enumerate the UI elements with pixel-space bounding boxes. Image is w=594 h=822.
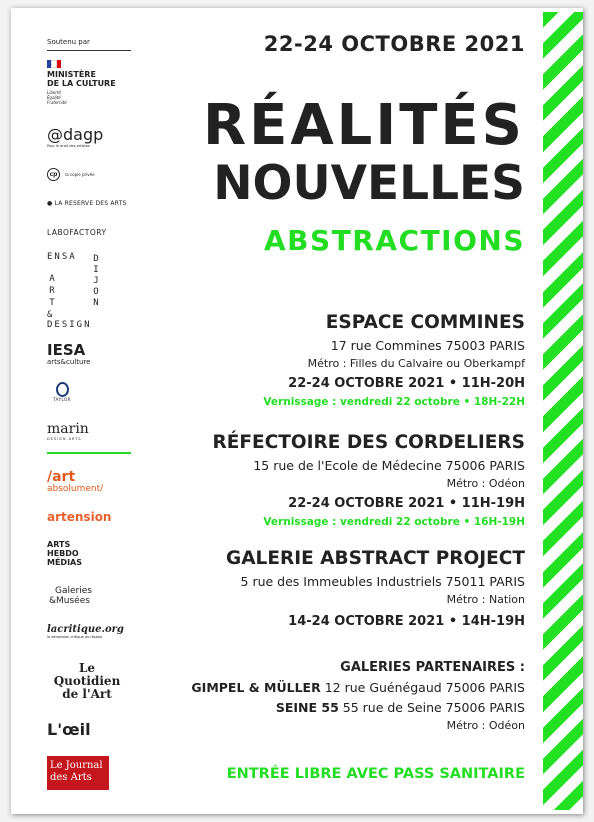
venue-dates: 22-24 OCTOBRE 2021 • 11H-20H — [288, 376, 525, 391]
event-dates: 22-24 OCTOBRE 2021 — [263, 32, 525, 56]
loeil-logo: L'œil — [47, 720, 91, 739]
art-absolument-line2: absolument/ — [47, 484, 104, 494]
venue-address: 15 rue de l'Ecole de Médecine 75006 PARIS — [253, 458, 525, 473]
french-flag-icon — [47, 60, 61, 68]
quotidien-line1: Le — [78, 661, 96, 675]
partner-gallery-name: GIMPEL & MÜLLER — [191, 680, 321, 695]
sidebar-divider — [47, 50, 131, 51]
cp-circle-icon: cp — [47, 168, 60, 181]
marin-tagline: DESIGN ARTS — [47, 437, 82, 441]
venue-metro: Métro : Nation — [446, 593, 525, 606]
partner-gallery-address: 55 rue de Seine 75006 PARIS — [342, 700, 525, 715]
motto-fraternite: Fraternité — [47, 100, 67, 105]
taylor-ring-icon — [56, 382, 69, 397]
quotidien-line3: de l'Art — [62, 687, 112, 701]
artension-logo: artension — [47, 510, 112, 524]
iesa-tagline: arts&culture — [47, 358, 91, 366]
ensa-line4: DESIGN — [47, 320, 92, 330]
partner-gallery-name: SEINE 55 — [275, 700, 339, 715]
venue-name: GALERIE ABSTRACT PROJECT — [226, 548, 525, 569]
venue-dates: 14-24 OCTOBRE 2021 • 14H-19H — [288, 614, 525, 629]
venue-vernissage: Vernissage : vendredi 22 octobre • 18H-22H — [263, 396, 525, 408]
ensa-line3: & — [47, 310, 53, 320]
lacritique-wordmark: lacritique.org — [47, 624, 124, 635]
quotidien-de-lart-logo — [47, 662, 127, 701]
partners-metro: Métro : Odéon — [446, 719, 525, 732]
entry-notice: ENTRÉE LIBRE AVEC PASS SANITAIRE — [226, 766, 525, 782]
iesa-wordmark: IESA — [47, 341, 86, 359]
ensa-dijon-vertical: DIJON — [91, 254, 101, 309]
adagp-logo — [47, 126, 131, 149]
ministere-line2: DE LA CULTURE — [47, 79, 116, 88]
reserve-des-arts-logo: ● LA RESERVE DES ARTS — [47, 200, 127, 207]
art-absolument-logo — [47, 470, 131, 494]
ahm-line1: ARTS — [47, 540, 71, 549]
marin-logo — [47, 422, 131, 441]
ahm-line2: HEBDO — [47, 549, 79, 558]
copie-privee-logo — [47, 164, 131, 182]
labofactory-logo: LABOFACTORY — [47, 228, 107, 237]
journal-line1: Le Journal — [50, 760, 103, 771]
iesa-logo — [47, 342, 131, 366]
adagp-wordmark: @dagp — [47, 125, 104, 144]
motto-liberte: Liberté — [47, 90, 62, 95]
partner-gallery-2 — [276, 700, 525, 715]
partners-heading: GALERIES PARTENAIRES : — [340, 660, 525, 675]
supported-by-label: Soutenu par — [47, 38, 90, 46]
venue-name: ESPACE COMMINES — [325, 312, 525, 333]
journal-des-arts-logo — [47, 756, 109, 790]
taylor-logo — [47, 382, 77, 402]
lacritique-tagline: la dimension critique du réseau — [47, 635, 103, 639]
venue-name: RÉFECTOIRE DES CORDELIERS — [212, 432, 525, 453]
diagonal-stripe-border — [543, 12, 583, 810]
venue-address: 17 rue Commines 75003 PARIS — [330, 338, 525, 353]
motto-egalite: Égalité — [47, 95, 61, 100]
marin-wordmark: marin — [47, 421, 89, 437]
copie-privee-label: la copie privée — [65, 172, 95, 177]
quotidien-line2: Quotidien — [53, 674, 121, 688]
partner-gallery-address: 12 rue Guénégaud 75006 PARIS — [324, 680, 525, 695]
gm-line2: &Musées — [49, 596, 90, 606]
taylor-label: TAYLOR — [52, 397, 71, 402]
ministere-line1: MINISTÈRE — [47, 70, 96, 79]
galeries-musees-logo — [47, 586, 131, 606]
venue-dates: 22-24 OCTOBRE 2021 • 11H-19H — [288, 496, 525, 511]
venue-metro: Métro : Filles du Calvaire ou Oberkampf — [307, 357, 525, 370]
poster — [11, 8, 583, 814]
event-title-line2: NOUVELLES — [213, 156, 525, 211]
arts-hebdo-medias-logo — [47, 540, 131, 567]
partner-gallery-1 — [191, 680, 525, 695]
ministere-logo — [47, 60, 131, 105]
venue-metro: Métro : Odéon — [446, 477, 525, 490]
lacritique-logo — [47, 624, 131, 639]
gm-line1: Galeries — [55, 586, 92, 596]
ensa-dijon-logo — [47, 252, 131, 330]
venue-vernissage: Vernissage : vendredi 22 octobre • 16H-19H — [263, 516, 525, 528]
event-subtitle: ABSTRACTIONS — [264, 224, 525, 257]
ensa-line1: ENSA — [47, 252, 77, 262]
journal-line2: des Arts — [50, 772, 92, 783]
event-title-line1: RÉALITÉS — [202, 93, 525, 158]
venue-address: 5 rue des Immeubles Industriels 75011 PARIS — [240, 574, 525, 589]
ensa-line2: ART — [47, 274, 57, 310]
art-absolument-line1: /art — [47, 469, 76, 485]
ahm-line3: MÉDIAS — [47, 558, 82, 567]
sidebar-green-divider — [47, 452, 131, 454]
adagp-tagline: Pour le droit des artistes — [47, 144, 90, 148]
